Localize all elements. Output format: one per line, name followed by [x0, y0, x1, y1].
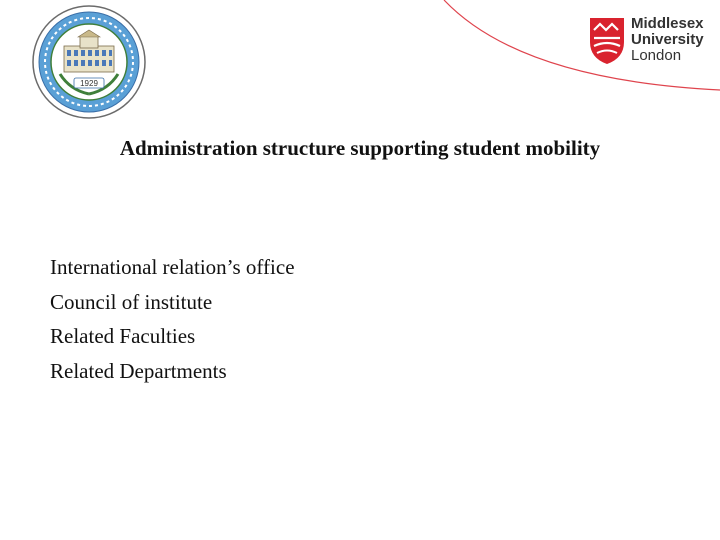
slide-title: Administration structure supporting student mobility — [119, 136, 601, 160]
item-list — [50, 250, 295, 388]
middlesex-university-logo — [588, 14, 712, 70]
brand-line-3: London — [631, 47, 682, 64]
institute-seal-icon — [30, 4, 148, 120]
brand-line-1: Middlesex — [631, 15, 704, 32]
list-item: Council of institute — [50, 289, 213, 314]
list-item: Related Faculties — [50, 324, 196, 348]
seal-year: 1929 — [80, 79, 98, 88]
institute-seal-logo — [30, 4, 148, 120]
list-item: Related Departments — [50, 358, 227, 383]
brand-line-2: University — [631, 31, 704, 48]
shield-icon — [588, 16, 626, 66]
list-item: International relation’s office — [50, 255, 295, 279]
